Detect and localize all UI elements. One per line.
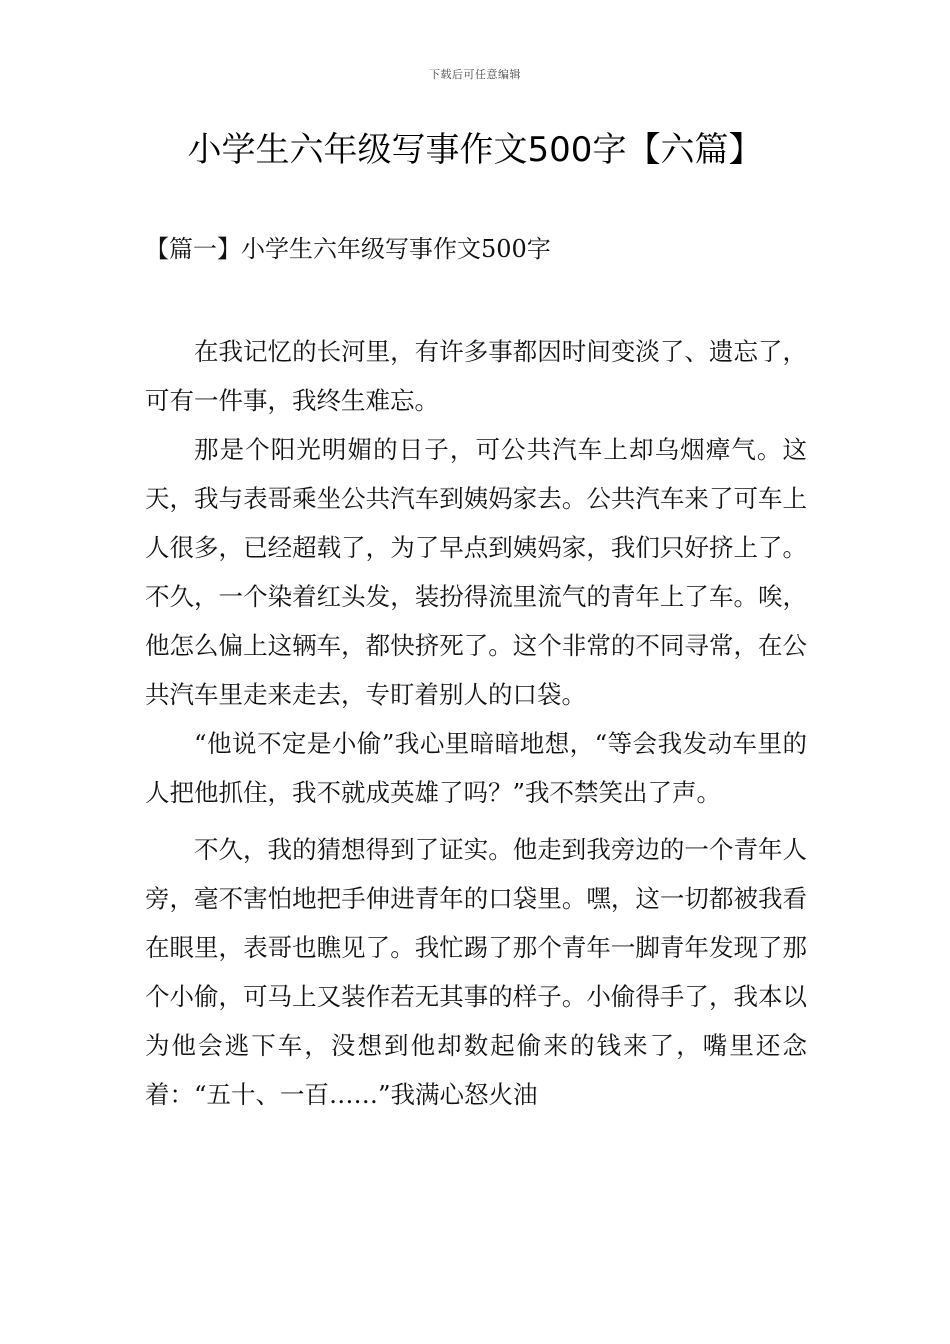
paragraph: 那是个阳光明媚的日子，可公共汽车上却乌烟瘴气。这天，我与表哥乘坐公共汽车到姨妈家去。公共汽车来了可车上人很多，已经超载了，为了早点到姨妈家，我们只好挤上了。不久，一个染着红头发，装扮得流里流气的青年上了车。唉，他怎么偏上这辆车，都快挤死了。这个非常的不同寻常，在公共汽车里走来走去，专盯着别人的口袋。 — [145, 435, 807, 709]
paragraph: “他说不定是小偷”我心里暗暗地想，“等会我发动车里的人把他抓住，我不就成英雄了吗？”我不禁笑出了声。 — [145, 729, 807, 807]
section-heading: 【篇一】小学生六年级写事作文500字 — [145, 235, 551, 263]
paragraph: 不久，我的猜想得到了证实。他走到我旁边的一个青年人旁，毫不害怕地把手伸进青年的口袋里。嘿，这一切都被我看在眼里，表哥也瞧见了。我忙踢了那个青年一脚青年发现了那个小偷，可马上又装作若无其事的样子。小偷得手了，我本以为他会逃下车，没想到他却数起偷来的钱来了，嘴里还念着：“五十、一百……”我满心怒火油 — [145, 835, 807, 1109]
article-body — [145, 327, 807, 1119]
document-title: 小学生六年级写事作文500字【六篇】 — [187, 130, 763, 170]
paragraph: 在我记忆的长河里，有许多事都因时间变淡了、遗忘了，可有一件事，我终生难忘。 — [145, 337, 807, 415]
header-note: 下载后可任意编辑 — [429, 68, 521, 81]
